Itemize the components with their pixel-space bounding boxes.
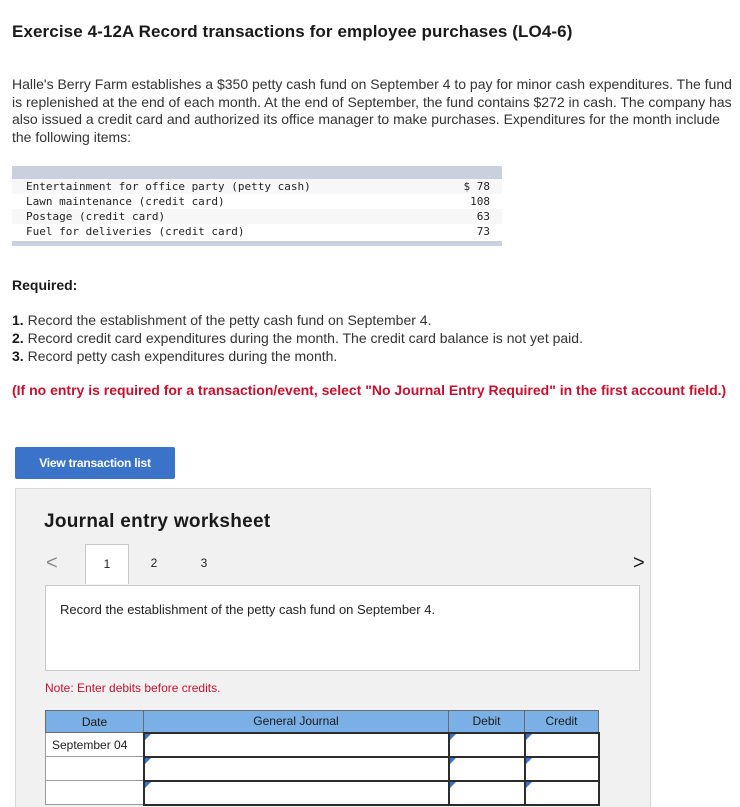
exercise-title: Exercise 4-12A Record transactions for employee purchases (LO4-6) [12,22,573,41]
step-number: 2. [12,330,24,346]
step-text: Record petty cash expenditures during the month. [27,348,338,364]
tab-3[interactable]: 3 [200,556,208,570]
debits-note: Note: Enter debits before credits. [45,681,221,695]
list-item [12,311,583,329]
instruction-note: (If no entry is required for a transaction/event, select "No Journal Entry Required" in the first account field.) [12,382,727,398]
account-select[interactable] [144,781,449,805]
requirements-list [12,311,583,365]
table-row [12,209,502,224]
date-cell[interactable] [46,781,144,805]
chevron-left-icon[interactable]: < [46,552,58,574]
account-select[interactable] [144,757,449,781]
table-row [46,781,599,805]
intro-paragraph: Halle's Berry Farm establishes a $350 petty cash fund on September 4 to pay for minor cash expenditures. The fund is replenished at the end of each month. At the end of September, the fund contains $272 in cash. The company has also issued a credit card and authorized its office manager to make purchases. Expenditures for the month include the following items: [12,76,732,145]
date-cell[interactable]: September 04 [46,733,144,757]
journal-entry-worksheet [15,488,651,807]
entry-description-box [45,585,640,671]
expenditures-table [12,166,502,246]
expense-item: Fuel for deliveries (credit card) [26,225,245,238]
list-item [12,347,583,365]
entry-description: Record the establishment of the petty cash fund on September 4. [60,602,436,617]
expense-amount: 63 [476,210,490,223]
column-header-general-journal: General Journal [144,711,449,733]
column-header-date: Date [46,711,144,733]
debit-input[interactable] [449,733,525,757]
worksheet-title: Journal entry worksheet [44,511,271,532]
tab-1[interactable]: 1 [85,544,129,584]
column-header-credit: Credit [525,711,599,733]
chevron-right-icon[interactable]: > [633,552,645,574]
expense-amount: $ 78 [463,180,490,193]
debit-input[interactable] [449,781,525,805]
view-transaction-list-button[interactable]: View transaction list [15,447,175,479]
expense-amount: 73 [476,225,490,238]
list-item [12,329,583,347]
table-row [12,179,502,194]
worksheet-tabs [85,544,229,584]
table-row [12,194,502,209]
step-number: 3. [12,348,24,364]
column-header-debit: Debit [449,711,525,733]
debit-input[interactable] [449,757,525,781]
credit-input[interactable] [525,733,599,757]
date-cell[interactable] [46,757,144,781]
table-row [46,733,599,757]
expense-amount: 108 [470,195,490,208]
credit-input[interactable] [525,757,599,781]
table-row [12,224,502,239]
step-number: 1. [12,312,24,328]
required-heading: Required: [12,277,78,293]
table-row [46,757,599,781]
expense-item: Postage (credit card) [26,210,166,223]
step-text: Record the establishment of the petty cash fund on September 4. [27,312,432,328]
journal-table [45,710,600,806]
step-text: Record credit card expenditures during the month. The credit card balance is not yet paid. [27,330,583,346]
credit-input[interactable] [525,781,599,805]
tab-2[interactable]: 2 [150,556,158,570]
expense-item: Lawn maintenance (credit card) [26,195,225,208]
account-select[interactable] [144,733,449,757]
table-header-bar [12,166,502,179]
table-footer-bar [12,241,502,246]
expense-item: Entertainment for office party (petty cash) [26,180,311,193]
